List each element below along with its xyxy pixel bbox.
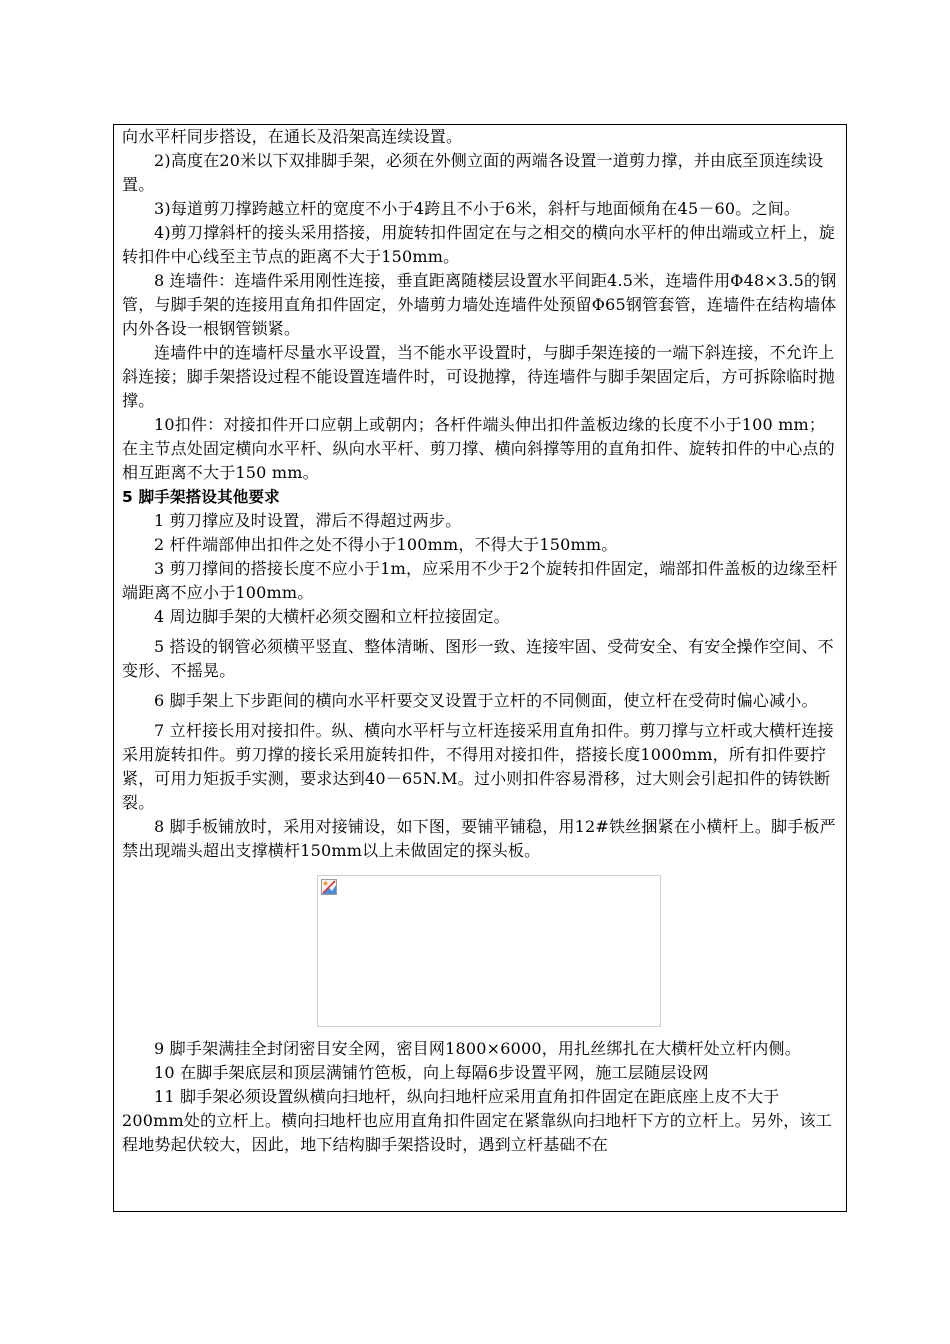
paragraph: 向水平杆同步搭设，在通长及沿架高连续设置。	[122, 127, 463, 146]
paragraph: 5 搭设的钢管必须横平竖直、整体清晰、图形一致、连接牢固、受荷安全、有安全操作空间、不变形、不摇晃。	[122, 637, 834, 680]
paragraph: 3 剪刀撑间的搭接长度不应小于1m，应采用不少于2个旋转扣件固定，端部扣件盖板的边缘至杆端距离不应小于100mm。	[122, 559, 838, 602]
document-body	[122, 125, 840, 1157]
paragraph: 2 杆件端部伸出扣件之处不得小于100mm，不得大于150mm。	[154, 535, 618, 554]
paragraph: 3)每道剪刀撑跨越立杆的宽度不小于4跨且不小于6米，斜杆与地面倾角在45－60。之间。	[154, 199, 801, 218]
document-table-cell	[113, 124, 847, 1212]
paragraph: 4)剪刀撑斜杆的接头采用搭接，用旋转扣件固定在与之相交的横向水平杆的伸出端或立杆上，旋转扣件中心线至主节点的距离不大于150mm。	[122, 223, 836, 266]
paragraph: 7 立杆接长用对接扣件。纵、横向水平杆与立杆连接采用直角扣件。剪刀撑与立杆或大横杆连接采用旋转扣件。剪刀撑的接长采用旋转扣件，不得用对接扣件，搭接长度1000mm，所有扣件要拧紧，可用力矩扳手实测，要求达到40－65N.M。过小则扣件容易滑移，过大则会引起扣件的铸铁断裂。	[122, 721, 834, 812]
section-heading: 5 脚手架搭设其他要求	[122, 488, 280, 506]
paragraph: 1 剪刀撑应及时设置，滞后不得超过两步。	[154, 511, 462, 530]
paragraph: 8 脚手板铺放时，采用对接铺设，如下图，要铺平铺稳，用12#铁丝捆紧在小横杆上。脚手板严禁出现端头超出支撑横杆150mm以上未做固定的探头板。	[122, 817, 836, 860]
paragraph: 4 周边脚手架的大横杆必须交圈和立杆拉接固定。	[154, 607, 510, 626]
paragraph: 连墙件中的连墙杆尽量水平设置，当不能水平设置时，与脚手架连接的一端下斜连接，不允许上斜连接；脚手架搭设过程不能设置连墙件时，可设抛撑，待连墙件与脚手架固定后，方可拆除临时抛撑。	[122, 343, 835, 410]
paragraph: 10 在脚手架底层和顶层满铺竹笆板，向上每隔6步设置平网，施工层随层设网	[154, 1063, 709, 1082]
broken-image-icon	[321, 879, 337, 895]
paragraph: 9 脚手架满挂全封闭密目安全网，密目网1800×6000，用扎丝绑扎在大横杆处立杆内侧。	[154, 1039, 801, 1058]
figure-placeholder	[317, 875, 661, 1027]
paragraph: 6 脚手架上下步距间的横向水平杆要交叉设置于立杆的不同侧面，使立杆在受荷时偏心减小。	[154, 691, 818, 710]
paragraph: 10扣件：对接扣件开口应朝上或朝内；各杆件端头伸出扣件盖板边缘的长度不小于100 mm；在主节点处固定横向水平杆、纵向水平杆、剪刀撑、横向斜撑等用的直角扣件、旋转扣件的中心点的相互距离不大于150 mm。	[122, 415, 835, 482]
paragraph: 11 脚手架必须设置纵横向扫地杆，纵向扫地杆应采用直角扣件固定在距底座上皮不大于200mm处的立杆上。横向扫地杆也应用直角扣件固定在紧靠纵向扫地杆下方的立杆上。另外，该工程地势起伏较大，因此，地下结构脚手架搭设时，遇到立杆基础不在	[122, 1087, 832, 1154]
paragraph: 2)高度在20米以下双排脚手架，必须在外侧立面的两端各设置一道剪力撑，并由底至顶连续设置。	[122, 151, 824, 194]
paragraph: 8 连墙件：连墙件采用刚性连接，垂直距离随楼层设置水平间距4.5米，连墙件用Φ48×3.5的钢管，与脚手架的连接用直角扣件固定，外墙剪力墙处连墙件处预留Φ65钢管套管，连墙件在结构墙体内外各设一根钢管锁紧。	[122, 271, 837, 338]
